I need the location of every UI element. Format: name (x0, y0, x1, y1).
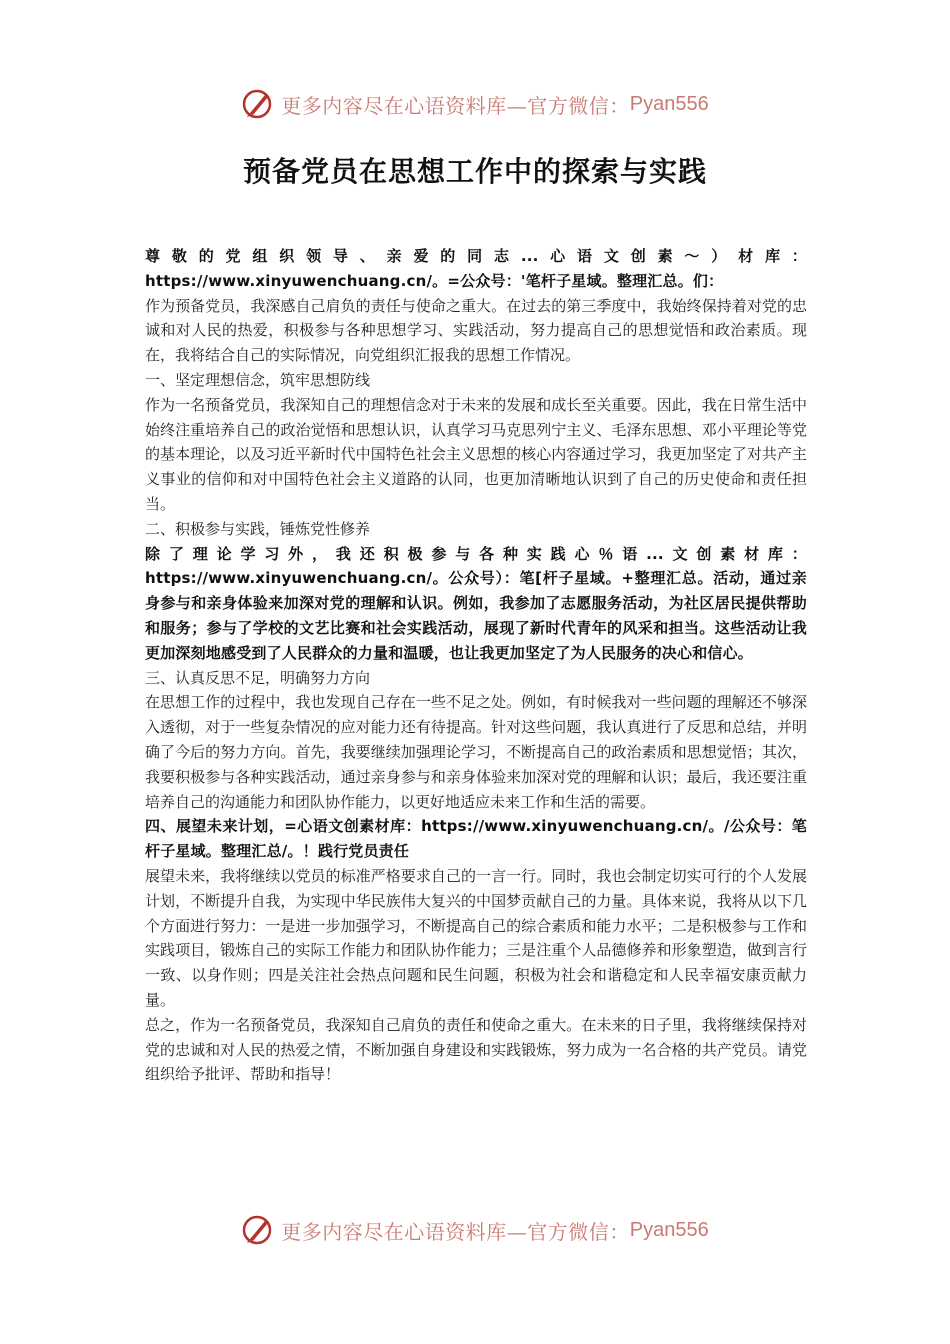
paragraph-section-1: 作为一名预备党员，我深知自己的理想信念对于未来的发展和成长至关重要。因此，我在日常生活中始终注重培养自己的政治觉悟和思想认识，认真学习马克思列宁主义、毛泽东思想、邓小平理论等党的基本理论，以及习近平新时代中国特色社会主义思想的核心内容通过学习，我更加坚定了对共产主义事业的信仰和对中国特色社会主义道路的认同，也更加清晰地认识到了自己的历史使命和责任担当。 (145, 395, 807, 513)
banner-wechat-id: Pyan556 (629, 1218, 709, 1241)
footer-banner (0, 1210, 950, 1250)
header-banner (0, 84, 950, 124)
banner-wechat-id: Pyan556 (629, 92, 709, 115)
paragraph-section-3: 在思想工作的过程中，我也发现自己存在一些不足之处。例如，有时候我对一些问题的理解还不够深入透彻，对于一些复杂情况的应对能力还有待提高。针对这些问题，我认真进行了反思和总结，并明确了今后的努力方向。首先，我要继续加强理论学习，不断提高自己的政治素质和思想觉悟；其次，我要积极参与各种实践活动，通过亲身参与和亲身体验来加深对党的理解和认识；最后，我还要注重培养自己的沟通能力和团队协作能力，以更好地适应未来工作和生活的需要。 (145, 693, 807, 811)
paragraph-conclusion: 总之，作为一名预备党员，我深知自己肩负的责任和使命之重大。在未来的日子里，我将继续保持对党的忠诚和对人民的热爱之情，不断加强自身建设和实践锻炼，努力成为一名合格的共产党员。请党组织给予批评、帮助和指导！ (145, 1015, 807, 1084)
section-heading-4: 四、展望未来计划，=心语文创素材库：https://www.xinyuwenchuang.cn/。/公众号：笔杆子星域。整理汇总/。！践行党员责任 (145, 817, 807, 861)
document-title: 预备党员在思想工作中的探索与实践 (242, 155, 707, 188)
paragraph-greeting: 尊敬的党组织领导、亲爱的同志...心语文创素～）材库：https://www.xinyuwenchuang.cn/。=公众号：'笔杆子星域。整理汇总。们： (145, 247, 807, 290)
brush-logo-icon (241, 1213, 275, 1247)
paragraph-intro: 作为预备党员，我深感自己肩负的责任与使命之重大。在过去的第三季度中，我始终保持着对党的忠诚和对人民的热爱，积极参与各种思想学习、实践活动，努力提高自己的思想觉悟和政治素质。现在，我将结合自己的实际情况，向党组织汇报我的思想工作情况。 (145, 296, 807, 365)
paragraph-section-4: 展望未来，我将继续以党员的标准严格要求自己的一言一行。同时，我也会制定切实可行的个人发展计划，不断提升自我，为实现中华民族伟大复兴的中国梦贡献自己的力量。具体来说，我将从以下几个方面进行努力：一是进一步加强学习，不断提高自己的综合素质和能力水平；二是积极参与工作和实践项目，锻炼自己的实际工作能力和团队协作能力；三是注重个人品德修养和形象塑造，做到言行一致、以身作则；四是关注社会热点问题和民生问题，积极为社会和谐稳定和人民幸福安康贡献力量。 (145, 866, 807, 1009)
banner-text: 更多内容尽在心语资料库—官方微信： (281, 1219, 630, 1244)
section-heading-3: 三、认真反思不足，明确努力方向 (145, 668, 371, 687)
section-heading-1: 一、坚定理想信念，筑牢思想防线 (145, 370, 371, 389)
paragraph-section-2: 除了理论学习外，我还积极参与各种实践心％语...文创素材库：https://www.xinyuwenchuang.cn/。公众号）：笔[杆子星域。+整理汇总。活动，通过亲身参与和亲身体验来加深对党的理解和认识。例如，我参加了志愿服务活动，为社区居民提供帮助和服务；参与了学校的文艺比赛和社会实践活动，展现了新时代青年的风采和担当。这些活动让我更加深刻地感受到了人民群众的力量和温暖，也让我更加坚定了为人民服务的决心和信心。 (145, 544, 807, 662)
document-body (145, 244, 807, 1087)
brush-logo-icon (241, 87, 275, 121)
section-heading-2: 二、积极参与实践，锤炼党性修养 (145, 519, 371, 538)
banner-text: 更多内容尽在心语资料库—官方微信： (281, 93, 630, 118)
